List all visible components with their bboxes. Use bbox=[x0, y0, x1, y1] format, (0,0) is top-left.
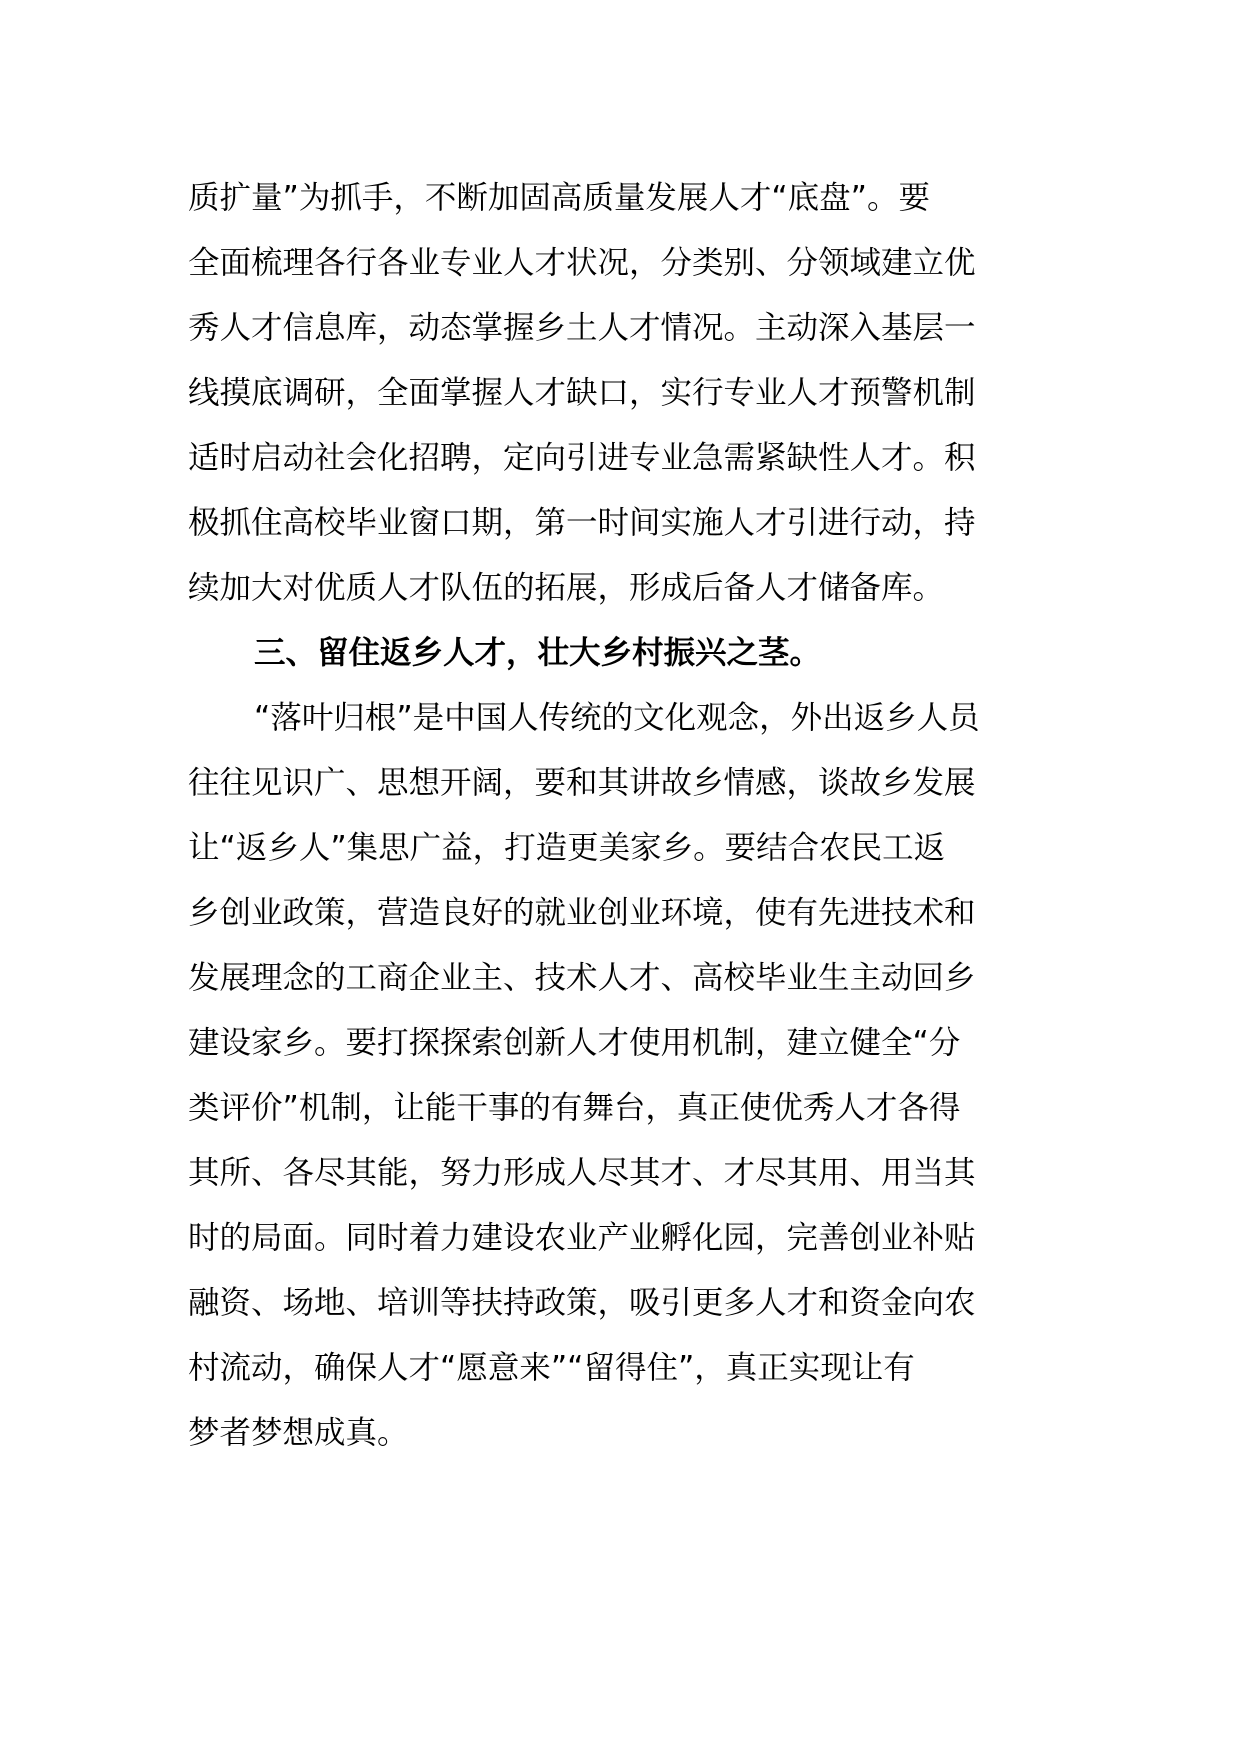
text-line: 续加大对优质人才队伍的拓展，形成后备人才储备库。 bbox=[188, 570, 945, 606]
text-line: 秀人才信息库，动态掌握乡土人才情况。主动深入基层一 bbox=[188, 310, 976, 346]
text-line: 时的局面。同时着力建设农业产业孵化园，完善创业补贴 bbox=[188, 1220, 976, 1256]
text-line: 质扩量”为抓手，不断加固高质量发展人才“底盘”。要 bbox=[188, 180, 930, 216]
section-heading: 三、留住返乡人才，壮大乡村振兴之茎。 bbox=[254, 635, 822, 671]
text-line: 极抓住高校毕业窗口期，第一时间实施人才引进行动，持 bbox=[188, 505, 976, 541]
text-line: 融资、场地、培训等扶持政策，吸引更多人才和资金向农 bbox=[188, 1285, 976, 1321]
text-line: 其所、各尽其能，努力形成人尽其才、才尽其用、用当其 bbox=[188, 1155, 976, 1191]
text-line: 线摸底调研，全面掌握人才缺口，实行专业人才预警机制 bbox=[188, 375, 976, 411]
text-line: 全面梳理各行各业专业人才状况，分类别、分领域建立优 bbox=[188, 245, 976, 281]
text-line: “落叶归根”是中国人传统的文化观念，外出返乡人员 bbox=[254, 700, 980, 736]
text-line: 适时启动社会化招聘，定向引进专业急需紧缺性人才。积 bbox=[188, 440, 976, 476]
text-line: 梦者梦想成真。 bbox=[188, 1415, 409, 1451]
text-line: 往往见识广、思想开阔，要和其讲故乡情感，谈故乡发展 bbox=[188, 765, 976, 801]
text-line: 村流动，确保人才“愿意来”“留得住”，真正实现让有 bbox=[188, 1350, 915, 1386]
paragraph-talent-pool bbox=[188, 166, 1060, 621]
paragraph-returning-talent bbox=[188, 686, 1060, 1466]
text-line: 类评价”机制，让能干事的有舞台，真正使优秀人才各得 bbox=[188, 1090, 961, 1126]
text-line: 建设家乡。要打探探索创新人才使用机制，建立健全“分 bbox=[188, 1025, 961, 1061]
text-line: 发展理念的工商企业主、技术人才、高校毕业生主动回乡 bbox=[188, 960, 976, 996]
text-line: 乡创业政策，营造良好的就业创业环境，使有先进技术和 bbox=[188, 895, 976, 931]
text-line: 让“返乡人”集思广益，打造更美家乡。要结合农民工返 bbox=[188, 830, 946, 866]
